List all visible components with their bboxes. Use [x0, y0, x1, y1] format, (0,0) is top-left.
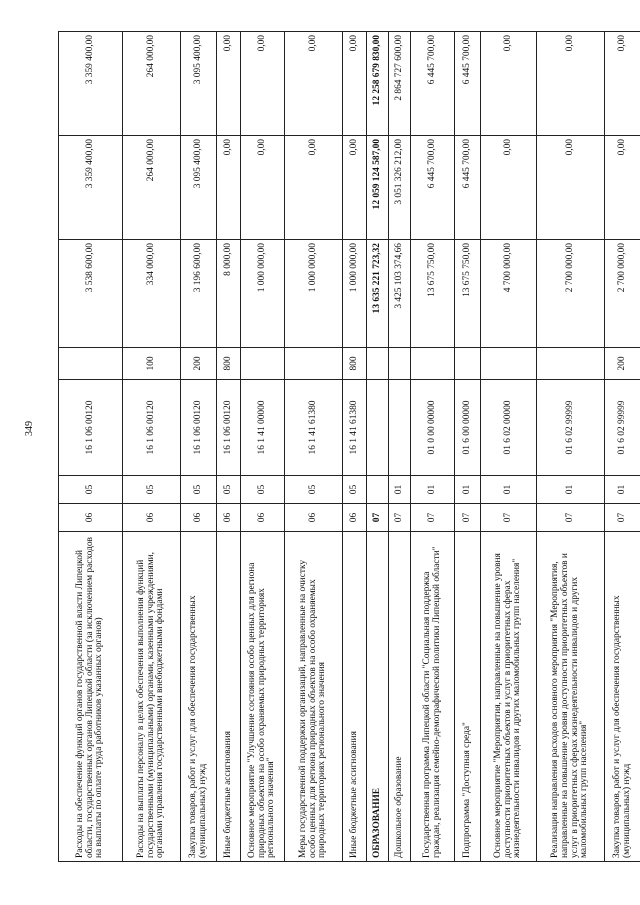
- row-amount-year-1: 1 000 000,00: [285, 240, 343, 348]
- row-amount-year-3: 0,00: [217, 32, 241, 136]
- row-target-article: [367, 380, 389, 476]
- row-amount-year-2: 0,00: [285, 136, 343, 240]
- table-row: [343, 32, 367, 862]
- row-amount-year-1: 4 700 000,00: [481, 240, 537, 348]
- row-amount-year-3: 0,00: [285, 32, 343, 136]
- row-target-article: 16 1 41 61380: [343, 380, 367, 476]
- row-amount-year-2: 3 051 326 212,00: [389, 136, 411, 240]
- row-section: 07: [411, 504, 455, 532]
- row-amount-year-3: 0,00: [481, 32, 537, 136]
- row-target-article: 16 1 06 00120: [123, 380, 181, 476]
- row-target-article: 01 6 02 99999: [537, 380, 605, 476]
- row-amount-year-1: 2 700 000,00: [537, 240, 605, 348]
- row-amount-year-3: 0,00: [605, 32, 640, 136]
- row-target-article: 16 1 41 61380: [285, 380, 343, 476]
- table-row: [59, 32, 123, 862]
- row-expense-type: [537, 348, 605, 380]
- row-expense-type: 200: [605, 348, 640, 380]
- row-amount-year-2: 3 095 400,00: [181, 136, 217, 240]
- table-row: [217, 32, 241, 862]
- row-section: 06: [123, 504, 181, 532]
- row-expense-type: [389, 348, 411, 380]
- row-expense-type: [285, 348, 343, 380]
- row-target-article: [389, 380, 411, 476]
- row-amount-year-3: 12 258 679 830,00: [367, 32, 389, 136]
- row-expense-type: [481, 348, 537, 380]
- row-subsection: 05: [217, 476, 241, 504]
- page-number: 349: [24, 421, 35, 436]
- table-row: [367, 32, 389, 862]
- row-name: Основное мероприятие "Улучшение состояния особо ценных для региона природных объектов на особо охраняемых природных территориях регионального значения": [241, 532, 285, 862]
- row-amount-year-3: 6 445 700,00: [411, 32, 455, 136]
- row-name: Подпрограмма "Доступная среда": [455, 532, 481, 862]
- row-section: 06: [285, 504, 343, 532]
- row-name: Дошкольное образование: [389, 532, 411, 862]
- row-amount-year-2: 12 059 124 587,00: [367, 136, 389, 240]
- row-amount-year-1: 2 700 000,00: [605, 240, 640, 348]
- row-amount-year-3: 0,00: [343, 32, 367, 136]
- row-name: Иные бюджетные ассигнования: [343, 532, 367, 862]
- row-name: Закупка товаров, работ и услуг для обеспечения государственных (муниципальных) нужд: [181, 532, 217, 862]
- row-section: 06: [181, 504, 217, 532]
- table-row: [389, 32, 411, 862]
- budget-table: [58, 31, 640, 862]
- row-name: Закупка товаров, работ и услуг для обеспечения государственных (муниципальных) нужд: [605, 532, 640, 862]
- row-expense-type: [455, 348, 481, 380]
- row-section: 07: [455, 504, 481, 532]
- row-amount-year-1: 8 000,00: [217, 240, 241, 348]
- row-expense-type: 200: [181, 348, 217, 380]
- row-amount-year-3: 3 095 400,00: [181, 32, 217, 136]
- row-name: Меры государственной поддержки организаций, направленные на очистку особо ценных для региона природных объектов на особо охраняемых природных территориях регионального значения: [285, 532, 343, 862]
- row-target-article: 01 6 02 00000: [481, 380, 537, 476]
- table-row: [285, 32, 343, 862]
- row-amount-year-1: 13 675 750,00: [411, 240, 455, 348]
- row-amount-year-3: 3 359 400,00: [59, 32, 123, 136]
- table-row: [481, 32, 537, 862]
- row-target-article: 01 6 00 00000: [455, 380, 481, 476]
- row-amount-year-2: 0,00: [343, 136, 367, 240]
- table-row: [241, 32, 285, 862]
- row-amount-year-1: 3 196 600,00: [181, 240, 217, 348]
- row-expense-type: 800: [217, 348, 241, 380]
- row-subsection: 05: [285, 476, 343, 504]
- table-row: [123, 32, 181, 862]
- row-subsection: 05: [59, 476, 123, 504]
- table-row: [181, 32, 217, 862]
- row-amount-year-2: 0,00: [217, 136, 241, 240]
- row-subsection: 01: [411, 476, 455, 504]
- row-subsection: 01: [389, 476, 411, 504]
- row-target-article: 16 1 06 00120: [59, 380, 123, 476]
- row-section: 07: [389, 504, 411, 532]
- row-section: 07: [605, 504, 640, 532]
- row-section: 06: [343, 504, 367, 532]
- row-expense-type: [241, 348, 285, 380]
- row-amount-year-1: 3 425 103 374,66: [389, 240, 411, 348]
- row-amount-year-1: 334 000,00: [123, 240, 181, 348]
- row-expense-type: [367, 348, 389, 380]
- row-amount-year-2: 264 000,00: [123, 136, 181, 240]
- row-subsection: 05: [181, 476, 217, 504]
- row-subsection: 05: [241, 476, 285, 504]
- row-name: Основное мероприятие "Мероприятия, направленные на повышение уровня доступности приоритетных объектов и услуг в приоритетных сферах жизнедеятельности инвалидов и других маломобильных групп населения": [481, 532, 537, 862]
- row-amount-year-2: 0,00: [241, 136, 285, 240]
- row-amount-year-3: 2 864 727 600,00: [389, 32, 411, 136]
- row-target-article: 01 0 00 00000: [411, 380, 455, 476]
- rotated-budget-table: [58, 32, 632, 862]
- row-amount-year-2: 3 359 400,00: [59, 136, 123, 240]
- row-expense-type: 100: [123, 348, 181, 380]
- row-name: Расходы на обеспечение функций органов государственной власти Липецкой области, государственных органов Липецкой области (за исключением расходов на выплаты по оплате труда работников указанных органов): [59, 532, 123, 862]
- row-name: Расходы на выплаты персоналу в целях обеспечения выполнения функций государственными (муниципальными) органами, казенными учреждениями, органами управления государственными внебюджетными фондами: [123, 532, 181, 862]
- row-section: 06: [241, 504, 285, 532]
- table-row: [411, 32, 455, 862]
- row-amount-year-2: 6 445 700,00: [411, 136, 455, 240]
- row-subsection: 05: [343, 476, 367, 504]
- table-row: [455, 32, 481, 862]
- row-name: ОБРАЗОВАНИЕ: [367, 532, 389, 862]
- row-amount-year-2: 0,00: [605, 136, 640, 240]
- row-amount-year-2: 0,00: [481, 136, 537, 240]
- row-target-article: 01 6 02 99999: [605, 380, 640, 476]
- row-amount-year-1: 1 000 000,00: [343, 240, 367, 348]
- row-amount-year-1: 1 000 000,00: [241, 240, 285, 348]
- row-name: Иные бюджетные ассигнования: [217, 532, 241, 862]
- row-subsection: 01: [537, 476, 605, 504]
- row-subsection: [367, 476, 389, 504]
- row-amount-year-1: 13 675 750,00: [455, 240, 481, 348]
- row-expense-type: 800: [343, 348, 367, 380]
- row-expense-type: [411, 348, 455, 380]
- row-subsection: 01: [605, 476, 640, 504]
- row-amount-year-3: 6 445 700,00: [455, 32, 481, 136]
- row-amount-year-2: 0,00: [537, 136, 605, 240]
- row-subsection: 01: [481, 476, 537, 504]
- table-body: [59, 32, 640, 862]
- row-name: Реализация направления расходов основного мероприятия "Мероприятия, направленные на повышение уровня доступности приоритетных объектов и услуг в приоритетных сферах жизнедеятельности инвалидов и других маломобильных групп населения": [537, 532, 605, 862]
- row-name: Государственная программа Липецкой области "Социальная поддержка граждан, реализация семейно-демографической политики Липецкой области": [411, 532, 455, 862]
- row-amount-year-1: 3 538 600,00: [59, 240, 123, 348]
- row-subsection: 05: [123, 476, 181, 504]
- row-target-article: 16 1 41 00000: [241, 380, 285, 476]
- row-section: 06: [217, 504, 241, 532]
- table-row: [537, 32, 605, 862]
- row-section: 07: [537, 504, 605, 532]
- row-amount-year-2: 6 445 700,00: [455, 136, 481, 240]
- row-target-article: 16 1 06 00120: [217, 380, 241, 476]
- row-expense-type: [59, 348, 123, 380]
- row-amount-year-3: 0,00: [537, 32, 605, 136]
- row-amount-year-3: 0,00: [241, 32, 285, 136]
- row-section: 07: [367, 504, 389, 532]
- row-subsection: 01: [455, 476, 481, 504]
- row-amount-year-1: 13 635 221 723,32: [367, 240, 389, 348]
- table-row: [605, 32, 640, 862]
- row-target-article: 16 1 06 00120: [181, 380, 217, 476]
- row-section: 06: [59, 504, 123, 532]
- row-amount-year-3: 264 000,00: [123, 32, 181, 136]
- row-section: 07: [481, 504, 537, 532]
